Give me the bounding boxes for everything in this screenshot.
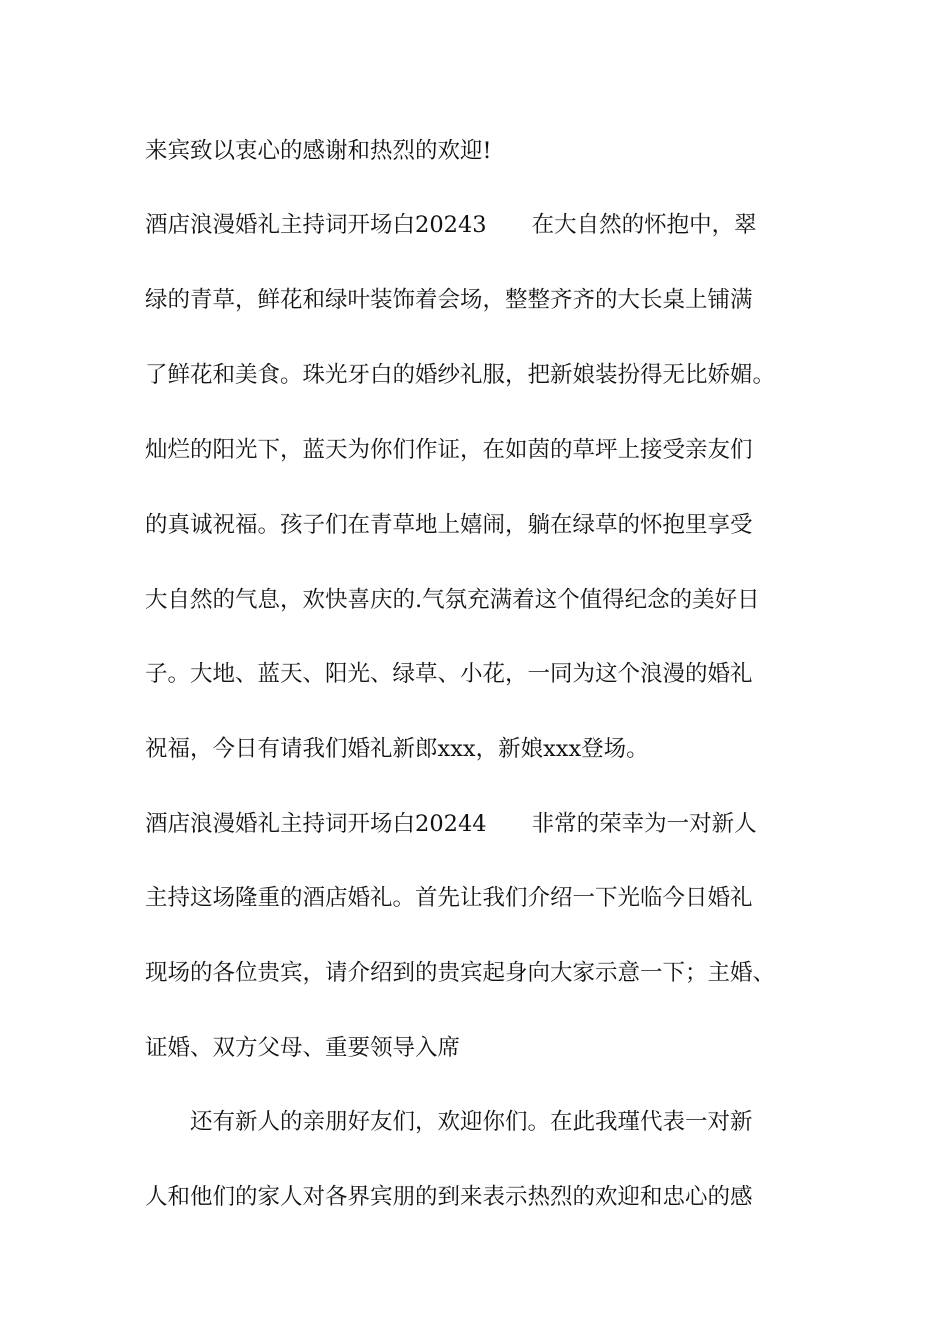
text-line: 灿烂的阳光下，蓝天为你们作证，在如茵的草坪上接受亲友们 xyxy=(145,437,753,463)
text-line: 绿的青草，鲜花和绿叶装饰着会场，整整齐齐的大长桌上铺满 xyxy=(145,287,753,313)
text-line: 大自然的气息，欢快喜庆的.气氛充满着这个值得纪念的美好日 xyxy=(145,587,760,613)
text-line: 祝福，今日有请我们婚礼新郎xxx，新娘xxx登场。 xyxy=(145,736,649,762)
text-line: 人和他们的家人对各界宾朋的到来表示热烈的欢迎和忠心的感 xyxy=(145,1184,753,1210)
text-line: 了鲜花和美食。珠光牙白的婚纱礼服，把新娘装扮得无比娇媚。 xyxy=(145,362,776,388)
text-line: 证婚、双方父母、重要领导入席 xyxy=(145,1035,461,1061)
text-line: 的真诚祝福。孩子们在青草地上嬉闹，躺在绿草的怀抱里享受 xyxy=(145,512,753,538)
text-line: 来宾致以衷心的感谢和热烈的欢迎! xyxy=(145,138,492,164)
text-line: 酒店浪漫婚礼主持词开场白20244 非常的荣幸为一对新人 xyxy=(145,811,757,837)
text-line: 还有新人的亲朋好友们，欢迎你们。在此我瑾代表一对新 xyxy=(145,1109,753,1135)
text-line: 现场的各位贵宾，请介绍到的贵宾起身向大家示意一下；主婚、 xyxy=(145,960,776,986)
text-line: 子。大地、蓝天、阳光、绿草、小花，一同为这个浪漫的婚礼 xyxy=(145,661,753,687)
text-line: 主持这场隆重的酒店婚礼。首先让我们介绍一下光临今日婚礼 xyxy=(145,885,753,911)
text-line: 酒店浪漫婚礼主持词开场白20243 在大自然的怀抱中，翠 xyxy=(145,212,757,238)
